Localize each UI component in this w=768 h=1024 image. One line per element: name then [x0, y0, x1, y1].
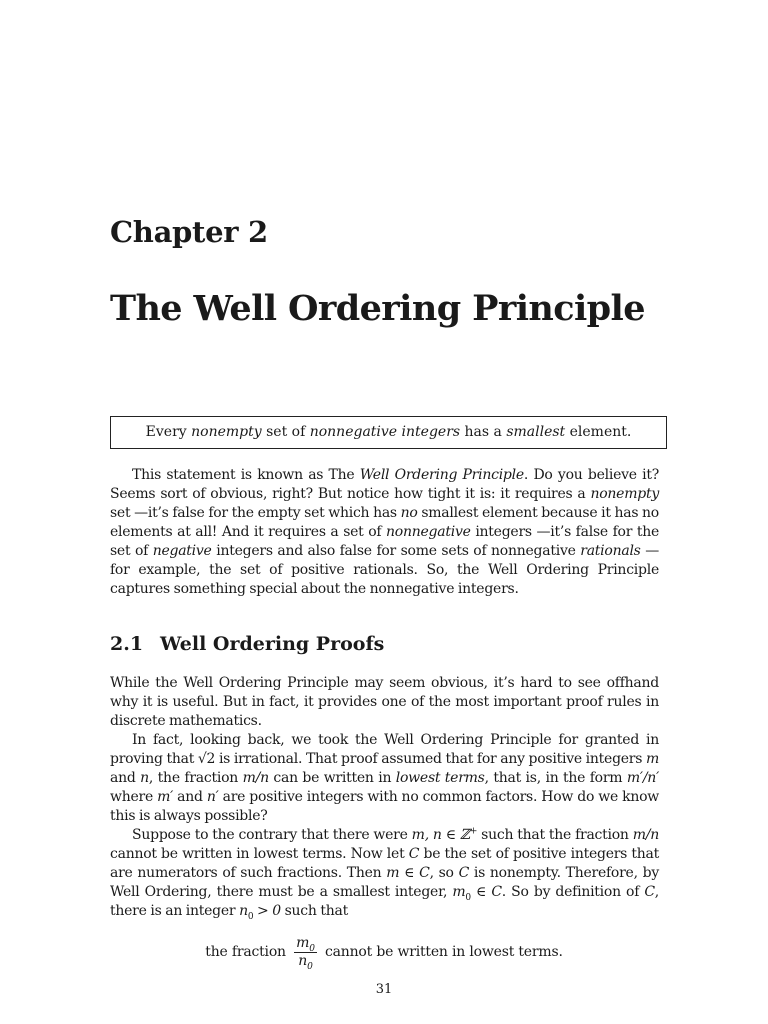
chapter-label: Chapter 2 [110, 215, 268, 249]
page-number: 31 [375, 982, 393, 997]
p2-text: , that is, in the form [484, 770, 627, 786]
p3-text: , there is an integer [110, 884, 659, 919]
p3-text: such that [280, 903, 348, 919]
display-equation [0, 932, 768, 972]
math-m-in-c: m ∈ C [386, 865, 430, 881]
section-number: 2.1 [110, 633, 144, 655]
math-n: n [140, 770, 149, 786]
p3-text: be the set of positive integers that are numerators of such fractions. Then [110, 846, 660, 881]
principle-emphasis: smallest [506, 424, 566, 440]
p2-text: are positive integers with no common factors. How do we know this is always possible? [110, 789, 659, 824]
numerator-var: m [296, 934, 310, 951]
intro-paragraph-block [110, 466, 659, 599]
intro-text: integers and also false for some sets of nonnegative [211, 543, 581, 559]
denominator-var: n [298, 952, 308, 969]
math-m-n-in-z: m, n ∈ ℤ [411, 827, 470, 843]
intro-emphasis: Well Ordering Principle [359, 467, 524, 483]
fraction-m0-over-n0 [294, 935, 317, 970]
intro-emphasis: nonnegative [386, 524, 471, 540]
principle-statement-box [110, 416, 667, 449]
principle-text: Every [145, 424, 192, 440]
math-m-over-n: m/n [242, 770, 269, 786]
p3-text: . So by definition of [501, 884, 645, 900]
principle-emphasis: nonempty [191, 424, 262, 440]
intro-emphasis: rationals [580, 543, 641, 559]
math-in-c: ∈ C [470, 884, 502, 900]
intro-text: integers —it’s false for the set of [110, 524, 659, 559]
denominator-subscript: 0 [307, 961, 313, 972]
p2-emphasis: lowest terms [395, 770, 485, 786]
p2-text: and [110, 770, 141, 786]
p2-text: In fact, looking back, we took the Well Ordering Principle for granted in proving that [110, 732, 659, 767]
math-nprime: n′ [206, 789, 219, 805]
p3-text: , so [429, 865, 459, 881]
paragraph-3 [110, 826, 659, 921]
p2-text: and [173, 789, 207, 805]
principle-emphasis: nonnegative integers [309, 424, 461, 440]
equation-text: cannot be written in lowest terms. [325, 944, 563, 960]
math-subscript: 0 [465, 892, 471, 903]
paragraph-1: While the Well Ordering Principle may seem obvious, it’s hard to see offhand why it is useful. But in fact, it provides one of the most important proof rules in discrete mathematics. [110, 675, 659, 729]
principle-text: set of [261, 424, 310, 440]
fraction-numerator [294, 935, 317, 953]
chapter-title: The Well Ordering Principle [110, 288, 645, 329]
sqrt-two-math: √2 [197, 751, 216, 767]
principle-text: has a [460, 424, 507, 440]
intro-emphasis: no [400, 505, 418, 521]
equation-text: the fraction [205, 944, 286, 960]
p3-text: is nonempty. Therefore, by Well Ordering, there must be a smallest integer, [110, 865, 659, 900]
intro-emphasis: nonempty [590, 486, 659, 502]
math-m0: m [452, 884, 466, 900]
intro-text: . Do you believe it? Seems sort of obvious, right? But notice how tight it is: it requires a [110, 467, 659, 502]
p3-text: such that the fraction [477, 827, 633, 843]
intro-text: This statement is known as The [132, 467, 360, 483]
p2-text: , the fraction [148, 770, 243, 786]
section-body [110, 674, 659, 921]
p2-text: can be written in [268, 770, 396, 786]
math-m-over-n: m/n [632, 827, 659, 843]
intro-text: —for example, the set of positive rationals. So, the Well Ordering Principle captures something special about the nonnegative integers. [110, 543, 659, 597]
numerator-subscript: 0 [309, 943, 315, 954]
intro-emphasis: negative [152, 543, 212, 559]
p3-text: Suppose to the contrary that there were [132, 827, 412, 843]
math-mprime: m′ [157, 789, 174, 805]
intro-text: smallest element because it has no elements at all! And it requires a set of [110, 505, 659, 540]
math-n0: n [239, 903, 248, 919]
section-heading [110, 630, 384, 658]
p2-text: is irrational. That proof assumed that for any positive integers [215, 751, 646, 767]
math-c: C [458, 865, 470, 881]
math-c: C [408, 846, 420, 862]
math-greater-than-zero: > 0 [253, 903, 281, 919]
paragraph-2 [110, 731, 659, 826]
math-subscript: 0 [247, 911, 254, 922]
p2-text: where [110, 789, 158, 805]
p3-text: cannot be written in lowest terms. Now let [110, 846, 409, 862]
math-m: m [645, 751, 659, 767]
fraction-denominator [294, 953, 317, 970]
intro-paragraph [110, 466, 659, 599]
math-mprime-over-nprime: m′/n′ [626, 770, 659, 786]
section-title: Well Ordering Proofs [160, 633, 385, 655]
intro-text: set —it’s false for the empty set which has [110, 505, 401, 521]
math-superscript: + [469, 826, 478, 837]
principle-text: element. [565, 424, 632, 440]
math-c: C [644, 884, 655, 900]
